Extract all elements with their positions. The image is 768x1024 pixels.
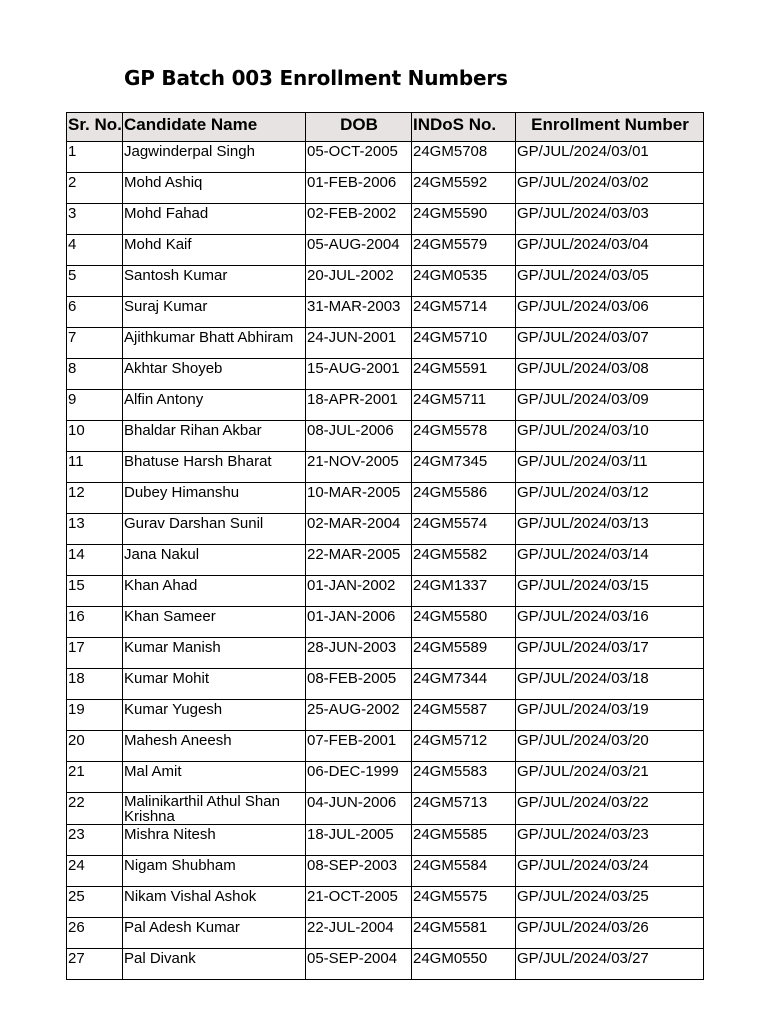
cell-indos-no: 24GM5578 [412,421,516,452]
cell-sr-no: 10 [67,421,123,452]
cell-indos-no: 24GM7345 [412,452,516,483]
cell-enrollment-number: GP/JUL/2024/03/16 [516,607,704,638]
cell-indos-no: 24GM5708 [412,142,516,173]
cell-dob: 22-MAR-2005 [306,545,412,576]
cell-enrollment-number: GP/JUL/2024/03/05 [516,266,704,297]
cell-enrollment-number: GP/JUL/2024/03/26 [516,918,704,949]
cell-dob: 10-MAR-2005 [306,483,412,514]
cell-enrollment-number: GP/JUL/2024/03/22 [516,793,704,825]
cell-dob: 02-MAR-2004 [306,514,412,545]
table-row [67,514,704,545]
cell-sr-no: 21 [67,762,123,793]
cell-candidate-name: Mal Amit [123,762,306,793]
cell-candidate-name: Kumar Mohit [123,669,306,700]
cell-enrollment-number: GP/JUL/2024/03/08 [516,359,704,390]
cell-dob: 05-SEP-2004 [306,949,412,980]
cell-enrollment-number: GP/JUL/2024/03/06 [516,297,704,328]
table-row [67,204,704,235]
cell-indos-no: 24GM5587 [412,700,516,731]
cell-sr-no: 15 [67,576,123,607]
cell-dob: 15-AUG-2001 [306,359,412,390]
cell-candidate-name: Kumar Manish [123,638,306,669]
table-row [67,483,704,514]
cell-candidate-name: Dubey Himanshu [123,483,306,514]
cell-sr-no: 24 [67,856,123,887]
cell-candidate-name: Mohd Fahad [123,204,306,235]
cell-dob: 31-MAR-2003 [306,297,412,328]
table-row [67,545,704,576]
cell-indos-no: 24GM5589 [412,638,516,669]
cell-dob: 01-FEB-2006 [306,173,412,204]
cell-candidate-name: Khan Ahad [123,576,306,607]
table-row [67,173,704,204]
cell-candidate-name: Mohd Kaif [123,235,306,266]
cell-dob: 28-JUN-2003 [306,638,412,669]
cell-candidate-name: Pal Adesh Kumar [123,918,306,949]
cell-sr-no: 17 [67,638,123,669]
cell-enrollment-number: GP/JUL/2024/03/18 [516,669,704,700]
cell-sr-no: 8 [67,359,123,390]
cell-sr-no: 12 [67,483,123,514]
cell-indos-no: 24GM5579 [412,235,516,266]
cell-candidate-name: Santosh Kumar [123,266,306,297]
cell-indos-no: 24GM5711 [412,390,516,421]
table-row [67,390,704,421]
cell-enrollment-number: GP/JUL/2024/03/19 [516,700,704,731]
cell-candidate-name: Mahesh Aneesh [123,731,306,762]
cell-dob: 18-JUL-2005 [306,825,412,856]
cell-enrollment-number: GP/JUL/2024/03/17 [516,638,704,669]
cell-enrollment-number: GP/JUL/2024/03/01 [516,142,704,173]
table-row [67,359,704,390]
cell-indos-no: 24GM5575 [412,887,516,918]
cell-enrollment-number: GP/JUL/2024/03/04 [516,235,704,266]
cell-sr-no: 7 [67,328,123,359]
cell-indos-no: 24GM5582 [412,545,516,576]
cell-dob: 05-OCT-2005 [306,142,412,173]
cell-sr-no: 9 [67,390,123,421]
cell-sr-no: 27 [67,949,123,980]
cell-candidate-name: Bhatuse Harsh Bharat [123,452,306,483]
table-body [67,142,704,980]
cell-indos-no: 24GM5585 [412,825,516,856]
cell-enrollment-number: GP/JUL/2024/03/20 [516,731,704,762]
document-title: GP Batch 003 Enrollment Numbers [124,66,508,90]
cell-indos-no: 24GM5712 [412,731,516,762]
cell-candidate-name: Gurav Darshan Sunil [123,514,306,545]
cell-sr-no: 4 [67,235,123,266]
cell-candidate-name: Pal Divank [123,949,306,980]
table-row [67,731,704,762]
cell-indos-no: 24GM0550 [412,949,516,980]
cell-indos-no: 24GM5581 [412,918,516,949]
cell-dob: 06-DEC-1999 [306,762,412,793]
cell-indos-no: 24GM5574 [412,514,516,545]
cell-candidate-name: Ajithkumar Bhatt Abhiram [123,328,306,359]
cell-sr-no: 1 [67,142,123,173]
cell-candidate-name: Malinikarthil Athul Shan Krishna [123,793,306,825]
cell-candidate-name: Kumar Yugesh [123,700,306,731]
cell-candidate-name: Alfin Antony [123,390,306,421]
cell-sr-no: 18 [67,669,123,700]
cell-indos-no: 24GM0535 [412,266,516,297]
cell-enrollment-number: GP/JUL/2024/03/10 [516,421,704,452]
cell-enrollment-number: GP/JUL/2024/03/23 [516,825,704,856]
cell-sr-no: 19 [67,700,123,731]
cell-enrollment-number: GP/JUL/2024/03/24 [516,856,704,887]
header-sr-no: Sr. No. [67,113,123,142]
table-header [67,113,704,142]
cell-dob: 04-JUN-2006 [306,793,412,825]
cell-indos-no: 24GM5710 [412,328,516,359]
table-row [67,576,704,607]
cell-enrollment-number: GP/JUL/2024/03/13 [516,514,704,545]
enrollment-table [66,112,704,980]
cell-dob: 08-JUL-2006 [306,421,412,452]
cell-dob: 25-AUG-2002 [306,700,412,731]
header-candidate-name: Candidate Name [123,113,306,142]
cell-enrollment-number: GP/JUL/2024/03/27 [516,949,704,980]
cell-dob: 21-OCT-2005 [306,887,412,918]
table-row [67,452,704,483]
cell-dob: 21-NOV-2005 [306,452,412,483]
cell-candidate-name: Jana Nakul [123,545,306,576]
table-row [67,949,704,980]
cell-dob: 20-JUL-2002 [306,266,412,297]
cell-enrollment-number: GP/JUL/2024/03/15 [516,576,704,607]
table-row [67,297,704,328]
table-row [67,793,704,825]
cell-indos-no: 24GM5590 [412,204,516,235]
cell-candidate-name: Suraj Kumar [123,297,306,328]
table-row [67,762,704,793]
cell-enrollment-number: GP/JUL/2024/03/03 [516,204,704,235]
table-row [67,669,704,700]
table-row [67,825,704,856]
cell-indos-no: 24GM7344 [412,669,516,700]
cell-dob: 22-JUL-2004 [306,918,412,949]
cell-candidate-name: Jagwinderpal Singh [123,142,306,173]
cell-candidate-name: Nikam Vishal Ashok [123,887,306,918]
table-row [67,328,704,359]
cell-indos-no: 24GM5714 [412,297,516,328]
cell-dob: 08-FEB-2005 [306,669,412,700]
cell-dob: 02-FEB-2002 [306,204,412,235]
cell-enrollment-number: GP/JUL/2024/03/11 [516,452,704,483]
cell-dob: 01-JAN-2002 [306,576,412,607]
table-row [67,607,704,638]
cell-sr-no: 14 [67,545,123,576]
table-row [67,142,704,173]
cell-sr-no: 26 [67,918,123,949]
table-row [67,235,704,266]
cell-enrollment-number: GP/JUL/2024/03/07 [516,328,704,359]
table-row [67,887,704,918]
cell-enrollment-number: GP/JUL/2024/03/14 [516,545,704,576]
cell-sr-no: 22 [67,793,123,825]
cell-indos-no: 24GM5591 [412,359,516,390]
header-enrollment-number: Enrollment Number [516,113,704,142]
table-row [67,421,704,452]
table-row [67,638,704,669]
cell-enrollment-number: GP/JUL/2024/03/12 [516,483,704,514]
cell-dob: 01-JAN-2006 [306,607,412,638]
table-row [67,856,704,887]
cell-sr-no: 11 [67,452,123,483]
cell-dob: 18-APR-2001 [306,390,412,421]
header-dob: DOB [306,113,412,142]
table-row [67,700,704,731]
cell-enrollment-number: GP/JUL/2024/03/25 [516,887,704,918]
header-row [67,113,704,142]
cell-indos-no: 24GM5713 [412,793,516,825]
cell-indos-no: 24GM5592 [412,173,516,204]
cell-sr-no: 16 [67,607,123,638]
cell-sr-no: 2 [67,173,123,204]
cell-candidate-name: Bhaldar Rihan Akbar [123,421,306,452]
cell-sr-no: 25 [67,887,123,918]
cell-candidate-name: Khan Sameer [123,607,306,638]
cell-enrollment-number: GP/JUL/2024/03/21 [516,762,704,793]
cell-dob: 24-JUN-2001 [306,328,412,359]
cell-candidate-name: Mishra Nitesh [123,825,306,856]
cell-candidate-name: Mohd Ashiq [123,173,306,204]
cell-indos-no: 24GM1337 [412,576,516,607]
cell-sr-no: 6 [67,297,123,328]
cell-candidate-name: Nigam Shubham [123,856,306,887]
header-indos-no: INDoS No. [412,113,516,142]
table-row [67,266,704,297]
cell-candidate-name: Akhtar Shoyeb [123,359,306,390]
cell-sr-no: 23 [67,825,123,856]
cell-dob: 08-SEP-2003 [306,856,412,887]
cell-indos-no: 24GM5583 [412,762,516,793]
cell-indos-no: 24GM5586 [412,483,516,514]
table-row [67,918,704,949]
cell-enrollment-number: GP/JUL/2024/03/09 [516,390,704,421]
cell-enrollment-number: GP/JUL/2024/03/02 [516,173,704,204]
cell-sr-no: 3 [67,204,123,235]
cell-indos-no: 24GM5584 [412,856,516,887]
cell-indos-no: 24GM5580 [412,607,516,638]
cell-sr-no: 5 [67,266,123,297]
cell-dob: 07-FEB-2001 [306,731,412,762]
cell-dob: 05-AUG-2004 [306,235,412,266]
cell-sr-no: 13 [67,514,123,545]
cell-sr-no: 20 [67,731,123,762]
